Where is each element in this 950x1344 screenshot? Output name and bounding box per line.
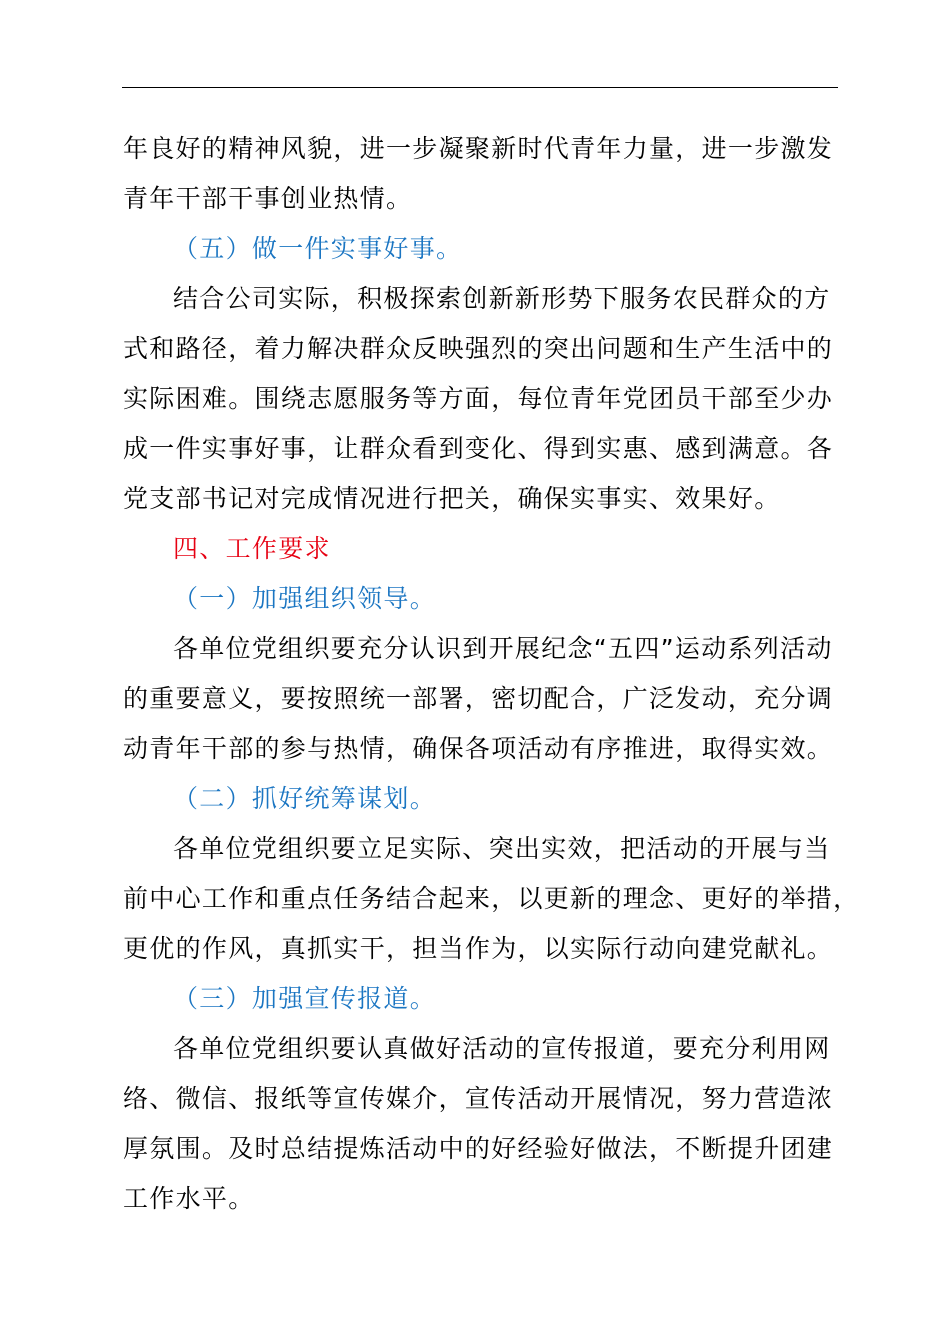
subheading-3: （三）加强宣传报道。 [173, 984, 437, 1013]
paragraph-line: 动青年干部的参与热情，确保各项活动有序推进，取得实效。 [123, 734, 834, 763]
paragraph-line: 前中心工作和重点任务结合起来，以更新的理念、更好的举措， [123, 884, 860, 913]
subheading-5: （五）做一件实事好事。 [173, 234, 463, 263]
paragraph-line: 式和路径，着力解决群众反映强烈的突出问题和生产生活中的 [123, 334, 834, 363]
paragraph-line: 更优的作风，真抓实干，担当作为，以实际行动向建党献礼。 [123, 934, 834, 963]
paragraph-line: 络、微信、报纸等宣传媒介，宣传活动开展情况，努力营造浓 [123, 1084, 834, 1113]
subheading-1: （一）加强组织领导。 [173, 584, 437, 613]
paragraph-line: 年良好的精神风貌，进一步凝聚新时代青年力量，进一步激发 [123, 134, 834, 163]
paragraph-line: 厚氛围。及时总结提炼活动中的好经验好做法，不断提升团建 [123, 1134, 834, 1163]
paragraph-line: 各单位党组织要充分认识到开展纪念“五四”运动系列活动 [173, 634, 833, 663]
paragraph-line: 青年干部干事创业热情。 [123, 184, 413, 213]
paragraph-line: 结合公司实际，积极探索创新新形势下服务农民群众的方 [173, 284, 831, 313]
paragraph-line: 工作水平。 [123, 1184, 255, 1213]
section-heading-4: 四、工作要求 [173, 534, 331, 563]
paragraph-line: 各单位党组织要立足实际、突出实效，把活动的开展与当 [173, 834, 831, 863]
header-rule [122, 87, 838, 88]
subheading-2: （二）抓好统筹谋划。 [173, 784, 437, 813]
paragraph-line: 党支部书记对完成情况进行把关，确保实事实、效果好。 [123, 484, 781, 513]
paragraph-line: 的重要意义，要按照统一部署，密切配合，广泛发动，充分调 [123, 684, 834, 713]
paragraph-line: 各单位党组织要认真做好活动的宣传报道，要充分利用网 [173, 1034, 831, 1063]
paragraph-line: 实际困难。围绕志愿服务等方面，每位青年党团员干部至少办 [123, 384, 834, 413]
paragraph-line: 成一件实事好事，让群众看到变化、得到实惠、感到满意。各 [123, 434, 834, 463]
